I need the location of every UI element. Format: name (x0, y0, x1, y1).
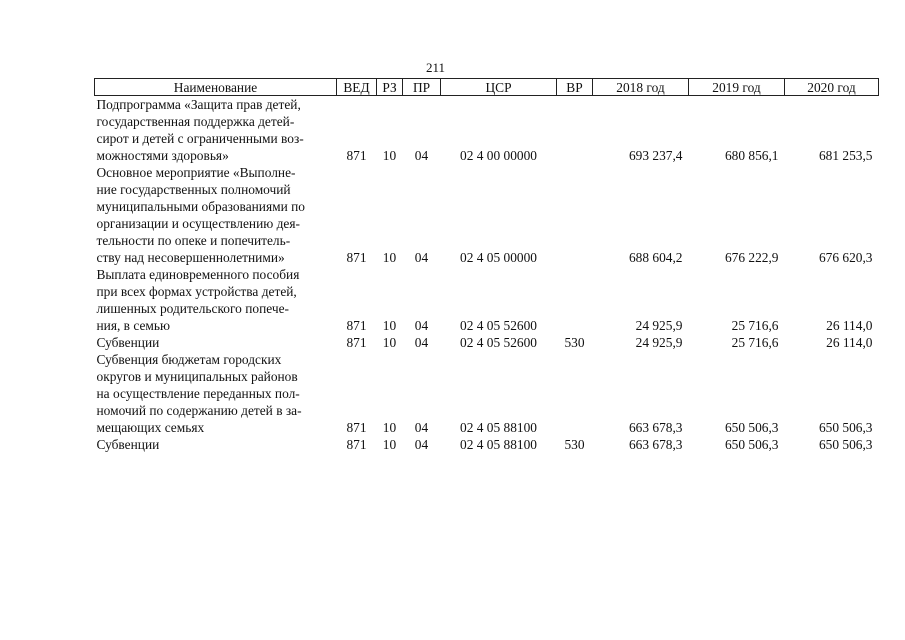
row-csr: 02 4 05 52600 (460, 335, 537, 350)
row-csr: 02 4 05 88100 (460, 420, 537, 435)
row-name-line: государственная поддержка детей- (96, 114, 295, 129)
header-2020: 2020 год (785, 79, 879, 96)
row-vr (557, 96, 593, 165)
row-2019: 650 506,3 (724, 437, 779, 452)
row-name (95, 164, 337, 266)
row-name-line: Основное мероприятие «Выполне- (96, 165, 296, 180)
row-name-line: ния, в семью (96, 318, 170, 333)
row-ved: 871 (346, 318, 367, 333)
page-number: 211 (425, 60, 446, 75)
row-pr: 04 (414, 148, 429, 163)
table-row (95, 164, 879, 266)
row-csr: 02 4 00 00000 (460, 148, 537, 163)
row-ved: 871 (346, 420, 367, 435)
row-name-line: Субвенции (96, 437, 160, 452)
row-vr: 530 (564, 437, 585, 452)
row-name-line: округов и муниципальных районов (96, 369, 298, 384)
row-rz: 10 (382, 148, 397, 163)
table-row (95, 351, 879, 436)
row-rz: 10 (382, 420, 397, 435)
row-name-line: ние государственных полномочий (96, 182, 291, 197)
row-pr: 04 (414, 335, 429, 350)
header-2019: 2019 год (689, 79, 785, 96)
row-name-line: тельности по опеке и попечитель- (96, 233, 291, 248)
row-name-line: Подпрограмма «Защита прав детей, (96, 97, 301, 112)
row-2019: 25 716,6 (731, 318, 779, 333)
row-rz: 10 (382, 335, 397, 350)
row-name (95, 351, 337, 436)
row-name-line: Субвенции (96, 335, 160, 350)
table-body (95, 96, 879, 454)
row-2020: 650 506,3 (818, 437, 873, 452)
row-vr (557, 351, 593, 436)
table-row (95, 266, 879, 334)
row-csr: 02 4 05 00000 (460, 250, 537, 265)
row-vr: 530 (564, 335, 585, 350)
row-2018: 688 604,2 (628, 250, 683, 265)
row-name-line: можностями здоровья» (96, 148, 229, 163)
row-2018: 663 678,3 (628, 420, 683, 435)
row-2018: 663 678,3 (628, 437, 683, 452)
row-name-line: на осуществление переданных пол- (96, 386, 300, 401)
row-name (95, 96, 337, 165)
row-2018: 24 925,9 (635, 335, 683, 350)
row-2020: 26 114,0 (826, 335, 873, 350)
row-pr: 04 (414, 437, 429, 452)
table-header-row (95, 79, 879, 96)
row-name-line: муниципальными образованиями по (96, 199, 305, 214)
row-csr: 02 4 05 52600 (460, 318, 537, 333)
row-name-line: номочий по содержанию детей в за- (96, 403, 302, 418)
row-2019: 676 222,9 (724, 250, 779, 265)
budget-table (94, 78, 879, 453)
header-rz: РЗ (377, 79, 403, 96)
row-name (95, 266, 337, 334)
row-name-line: Выплата единовременного пособия (96, 267, 300, 282)
row-2020: 676 620,3 (818, 250, 873, 265)
header-vr: ВР (557, 79, 593, 96)
row-rz: 10 (382, 318, 397, 333)
row-name (95, 436, 337, 453)
table-row (95, 334, 879, 351)
row-2018: 24 925,9 (635, 318, 683, 333)
row-ved: 871 (346, 250, 367, 265)
row-ved: 871 (346, 335, 367, 350)
row-csr: 02 4 05 88100 (460, 437, 537, 452)
row-2019: 25 716,6 (731, 335, 779, 350)
row-ved: 871 (346, 437, 367, 452)
row-vr (557, 164, 593, 266)
header-2018: 2018 год (593, 79, 689, 96)
row-rz: 10 (382, 437, 397, 452)
row-pr: 04 (414, 318, 429, 333)
row-vr (557, 266, 593, 334)
header-ved: ВЕД (337, 79, 377, 96)
row-name-line: мещающих семьях (96, 420, 205, 435)
header-name: Наименование (95, 79, 337, 96)
row-name-line: организации и осуществлению дея- (96, 216, 300, 231)
row-2020: 650 506,3 (818, 420, 873, 435)
row-name (95, 334, 337, 351)
row-2019: 650 506,3 (724, 420, 779, 435)
row-pr: 04 (414, 420, 429, 435)
row-name-line: Субвенция бюджетам городских (96, 352, 282, 367)
header-pr: ПР (403, 79, 441, 96)
row-name-line: сирот и детей с ограниченными воз- (96, 131, 304, 146)
row-2020: 681 253,5 (818, 148, 873, 163)
row-2019: 680 856,1 (724, 148, 779, 163)
row-ved: 871 (346, 148, 367, 163)
row-2018: 693 237,4 (628, 148, 683, 163)
table-row (95, 436, 879, 453)
table-row (95, 96, 879, 165)
row-name-line: при всех формах устройства детей, (96, 284, 297, 299)
header-csr: ЦСР (441, 79, 557, 96)
row-rz: 10 (382, 250, 397, 265)
row-name-line: ству над несовершеннолетними» (96, 250, 285, 265)
row-name-line: лишенных родительского попече- (96, 301, 289, 316)
row-pr: 04 (414, 250, 429, 265)
row-2020: 26 114,0 (826, 318, 873, 333)
